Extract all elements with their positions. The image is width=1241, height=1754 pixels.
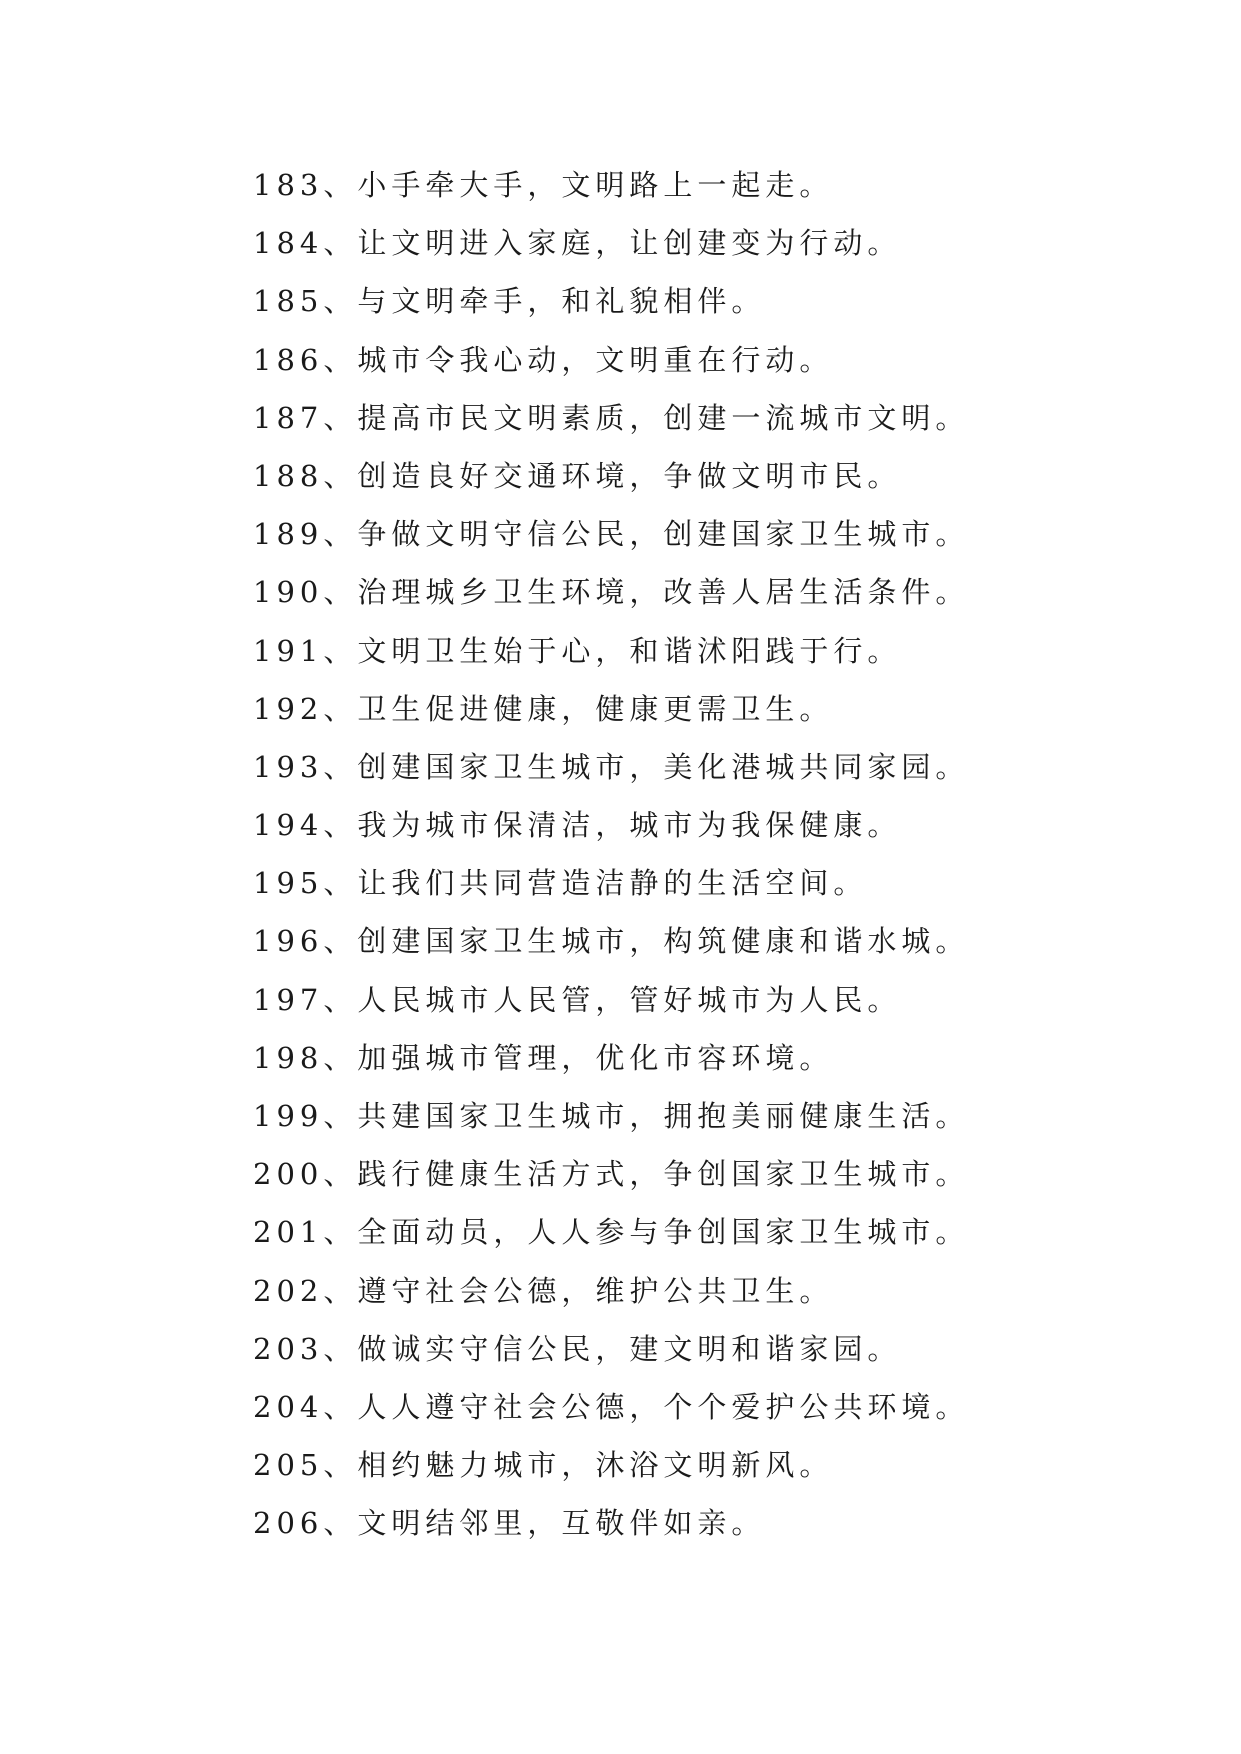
slogan-number: 183 bbox=[253, 168, 324, 202]
slogan-number: 204 bbox=[253, 1389, 324, 1424]
slogan-item bbox=[253, 680, 969, 738]
slogan-text: 、人民城市人民管，管好城市为人民。 bbox=[323, 982, 902, 1017]
slogan-text: 、全面动员，人人参与争创国家卫生城市。 bbox=[323, 1215, 970, 1250]
slogan-number: 199 bbox=[253, 1099, 324, 1133]
slogan-number: 188 bbox=[253, 458, 324, 493]
slogan-number: 206 bbox=[253, 1506, 324, 1541]
slogan-number: 200 bbox=[253, 1157, 324, 1192]
slogan-text: 、让文明进入家庭，让创建变为行动。 bbox=[323, 226, 902, 261]
slogan-text: 、创造良好交通环境，争做文明市民。 bbox=[323, 458, 902, 493]
slogan-item bbox=[253, 738, 969, 796]
slogan-text: 、践行健康生活方式，争创国家卫生城市。 bbox=[323, 1157, 970, 1192]
slogan-list bbox=[253, 156, 969, 1553]
slogan-number: 186 bbox=[253, 342, 324, 377]
slogan-text: 、做诚实守信公民，建文明和谐家园。 bbox=[323, 1331, 902, 1366]
slogan-item bbox=[253, 1378, 969, 1436]
slogan-item bbox=[253, 1145, 969, 1203]
slogan-number: 194 bbox=[253, 808, 324, 843]
slogan-item bbox=[253, 1087, 969, 1145]
slogan-text: 、治理城乡卫生环境，改善人居生活条件。 bbox=[323, 575, 970, 610]
slogan-text: 、城市令我心动，文明重在行动。 bbox=[323, 342, 834, 377]
slogan-text: 、文明卫生始于心，和谐沭阳践于行。 bbox=[323, 633, 902, 668]
slogan-item bbox=[253, 912, 969, 970]
slogan-number: 196 bbox=[253, 924, 324, 959]
slogan-number: 203 bbox=[253, 1331, 324, 1366]
slogan-item bbox=[253, 505, 969, 563]
slogan-text: 、相约魅力城市，沐浴文明新风。 bbox=[323, 1448, 834, 1483]
slogan-item bbox=[253, 971, 969, 1029]
slogan-text: 、争做文明守信公民，创建国家卫生城市。 bbox=[323, 517, 970, 552]
slogan-text: 、人人遵守社会公德，个个爱护公共环境。 bbox=[323, 1389, 970, 1424]
slogan-text: 、创建国家卫生城市，美化港城共同家园。 bbox=[323, 749, 970, 784]
slogan-text: 、小手牵大手，文明路上一起走。 bbox=[323, 168, 834, 202]
slogan-text: 、提高市民文明素质，创建一流城市文明。 bbox=[323, 400, 970, 435]
slogan-text: 、共建国家卫生城市，拥抱美丽健康生活。 bbox=[323, 1099, 970, 1133]
slogan-number: 187 bbox=[253, 400, 324, 435]
slogan-number: 205 bbox=[253, 1448, 324, 1483]
slogan-number: 190 bbox=[253, 575, 324, 610]
slogan-number: 191 bbox=[253, 633, 324, 668]
slogan-text: 、遵守社会公德，维护公共卫生。 bbox=[323, 1273, 834, 1308]
slogan-item bbox=[253, 272, 969, 330]
slogan-item bbox=[253, 214, 969, 272]
slogan-number: 195 bbox=[253, 866, 324, 901]
slogan-item bbox=[253, 389, 969, 447]
slogan-item bbox=[253, 331, 969, 389]
slogan-item bbox=[253, 796, 969, 854]
slogan-number: 185 bbox=[253, 284, 324, 319]
slogan-text: 、卫生促进健康，健康更需卫生。 bbox=[323, 691, 834, 726]
slogan-number: 184 bbox=[253, 226, 324, 261]
slogan-number: 193 bbox=[253, 749, 324, 784]
slogan-item bbox=[253, 1262, 969, 1320]
slogan-item bbox=[253, 1494, 969, 1552]
slogan-number: 201 bbox=[253, 1215, 324, 1250]
slogan-text: 、与文明牵手，和礼貌相伴。 bbox=[323, 284, 766, 319]
slogan-number: 189 bbox=[253, 517, 324, 552]
slogan-item bbox=[253, 1436, 969, 1494]
slogan-item bbox=[253, 156, 969, 214]
slogan-text: 、创建国家卫生城市，构筑健康和谐水城。 bbox=[323, 924, 970, 959]
slogan-item bbox=[253, 1320, 969, 1378]
slogan-item bbox=[253, 447, 969, 505]
slogan-text: 、我为城市保清洁，城市为我保健康。 bbox=[323, 808, 902, 843]
slogan-item bbox=[253, 1203, 969, 1261]
slogan-number: 198 bbox=[253, 1040, 324, 1075]
slogan-number: 197 bbox=[253, 982, 324, 1017]
slogan-item bbox=[253, 622, 969, 680]
slogan-text: 、文明结邻里，互敬伴如亲。 bbox=[323, 1506, 766, 1541]
slogan-item bbox=[253, 563, 969, 621]
slogan-number: 202 bbox=[253, 1273, 324, 1308]
slogan-item bbox=[253, 854, 969, 912]
slogan-item bbox=[253, 1029, 969, 1087]
slogan-text: 、加强城市管理，优化市容环境。 bbox=[323, 1040, 834, 1075]
slogan-number: 192 bbox=[253, 691, 324, 726]
slogan-text: 、让我们共同营造洁静的生活空间。 bbox=[323, 866, 868, 901]
